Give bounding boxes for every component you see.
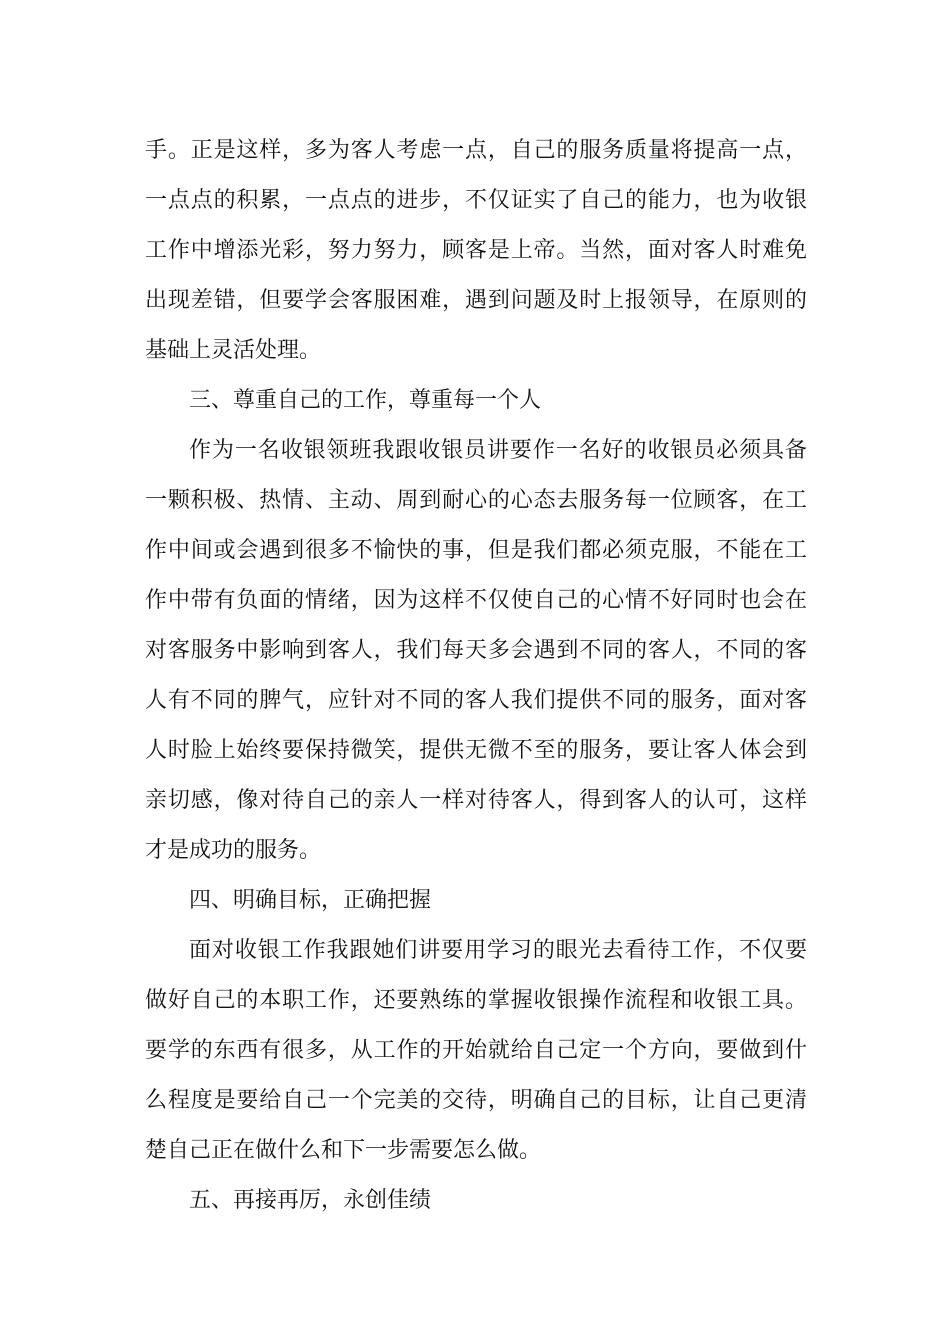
paragraph-line: 面对收银工作我跟她们讲要用学习的眼光去看待工作，不仅要 <box>189 938 807 963</box>
paragraph-line: 一颗积极、热情、主动、周到耐心的心态去服务每一位顾客，在工 <box>145 488 807 513</box>
paragraph-line: 工作中增添光彩，努力努力，顾客是上帝。当然，面对客人时难免 <box>145 238 807 263</box>
paragraph-line: 作中间或会遇到很多不愉快的事，但是我们都必须克服，不能在工 <box>145 538 807 563</box>
paragraph-line: 出现差错，但要学会客服困难，遇到问题及时上报领导，在原则的 <box>145 288 807 313</box>
section-heading: 五、再接再厉，永创佳绩 <box>189 1188 432 1213</box>
paragraph-line: 基础上灵活处理。 <box>145 338 322 363</box>
section-heading: 三、尊重自己的工作，尊重每一个人 <box>189 388 542 413</box>
paragraph-line: 才是成功的服务。 <box>145 838 322 863</box>
paragraph-line: 一点点的积累，一点点的进步，不仅证实了自己的能力，也为收银 <box>145 188 807 213</box>
paragraph-line: 要学的东西有很多，从工作的开始就给自己定一个方向，要做到什 <box>145 1038 807 1063</box>
paragraph-line: 作为一名收银领班我跟收银员讲要作一名好的收银员必须具备 <box>189 438 807 463</box>
paragraph-line: 对客服务中影响到客人，我们每天多会遇到不同的客人，不同的客 <box>145 638 807 663</box>
section-heading: 四、明确目标，正确把握 <box>189 888 432 913</box>
paragraph-line: 亲切感，像对待自己的亲人一样对待客人，得到客人的认可，这样 <box>145 788 807 813</box>
paragraph-line: 手。正是这样，多为客人考虑一点，自己的服务质量将提高一点， <box>145 138 807 163</box>
paragraph-line: 么程度是要给自己一个完美的交待，明确自己的目标，让自己更清 <box>145 1088 807 1113</box>
paragraph-line: 作中带有负面的情绪，因为这样不仅使自己的心情不好同时也会在 <box>145 588 807 613</box>
paragraph-line: 人时脸上始终要保持微笑，提供无微不至的服务，要让客人体会到 <box>145 738 807 763</box>
paragraph-line: 做好自己的本职工作，还要熟练的掌握收银操作流程和收银工具。 <box>145 988 807 1013</box>
paragraph-line: 楚自己正在做什么和下一步需要怎么做。 <box>145 1138 542 1163</box>
paragraph-line: 人有不同的脾气，应针对不同的客人我们提供不同的服务，面对客 <box>145 688 807 713</box>
